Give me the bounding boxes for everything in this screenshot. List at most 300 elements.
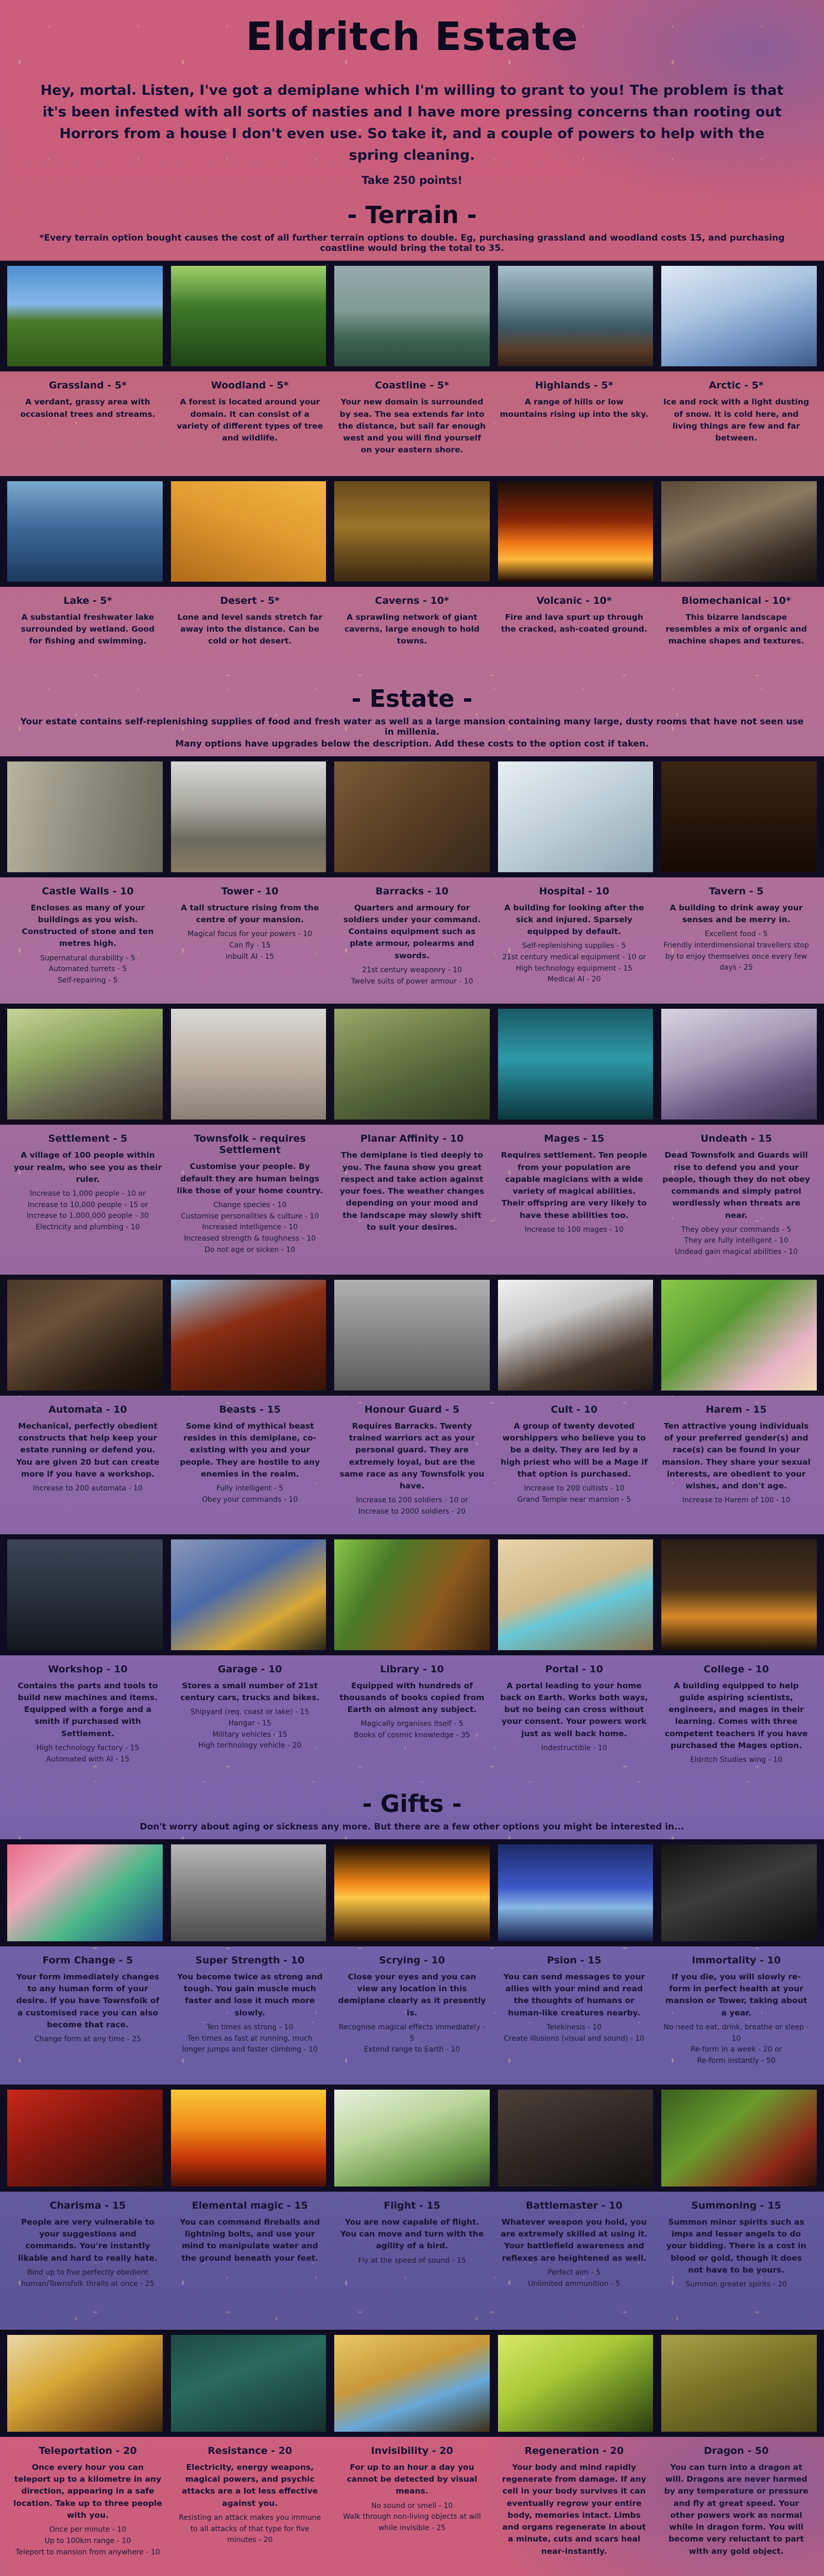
upgrade-line[interactable]: Excellent food - 5: [705, 930, 768, 939]
castle-walls-10-image[interactable]: [7, 761, 163, 872]
highlands-5-image[interactable]: [498, 266, 654, 366]
option-upgrades: [13, 1189, 162, 1233]
option-title: Garage - 10: [217, 1663, 282, 1675]
option-description: Quarters and armoury for soldiers under your command. Contains equipment such as plate armour, polearms and swords.: [343, 903, 481, 960]
coastline-5-image[interactable]: [334, 266, 490, 366]
option-card[interactable]: [176, 595, 324, 661]
option-card[interactable]: [13, 380, 162, 459]
option-card[interactable]: [500, 1404, 648, 1518]
option-card[interactable]: [176, 1404, 324, 1518]
option-card[interactable]: [338, 1133, 487, 1258]
section-gifts: [0, 1790, 824, 2576]
option-title: Resistance - 20: [208, 2445, 293, 2456]
option-card[interactable]: [176, 2200, 324, 2313]
section-terrain: [0, 201, 824, 670]
section-notes: [0, 1822, 824, 1832]
upgrade-line[interactable]: Shipyard (req. coast or lake) - 15: [191, 1708, 310, 1717]
immortality-10-image[interactable]: [661, 1844, 817, 1941]
desert-5-image[interactable]: [171, 481, 327, 582]
upgrade-line[interactable]: Extend range to Earth - 10: [364, 2045, 460, 2054]
option-card[interactable]: [662, 2200, 811, 2313]
upgrade-line[interactable]: Inbuilt AI - 15: [226, 952, 274, 961]
option-description: A building to drink away your senses and be merry in.: [670, 903, 803, 924]
upgrade-line[interactable]: Customise personalities & culture - 10: [181, 1212, 319, 1221]
upgrade-line[interactable]: Fully intelligent - 5: [216, 1484, 284, 1493]
option-card[interactable]: [500, 2200, 648, 2313]
option-title: Tavern - 5: [709, 885, 764, 897]
upgrade-line[interactable]: High technology equipment - 15: [516, 964, 632, 973]
option-description: A portal leading to your home back on Earth. Works both ways, but no being can cross without your consent. Your powers work just as well back home.: [500, 1681, 648, 1738]
option-description: Once every hour you can teleport up to a kilometre in any direction, appearing in a safe location. Take up to three people with you.: [13, 2462, 162, 2520]
option-upgrades: [662, 929, 811, 974]
upgrade-line[interactable]: Increase to 1,000 people - 10 or: [30, 1190, 146, 1198]
upgrade-line[interactable]: High technology vehicle - 20: [198, 1741, 302, 1750]
upgrade-line[interactable]: Medical AI - 20: [547, 975, 601, 984]
option-description: A forest is located around your domain. It can consist of a variety of different types of tree and wildlife.: [177, 397, 323, 443]
upgrade-line[interactable]: Re-form in a week - 20 or: [690, 2045, 782, 2054]
upgrade-line[interactable]: Increase to 200 cultists - 10: [524, 1484, 625, 1493]
section-note: *Every terrain option bought causes the cost of all further terrain options to double. Eg, purchasing grassland and woodland costs 15, and purchasing coastline would bring the total to 35.: [39, 233, 785, 254]
section-title-estate: - Estate -: [351, 684, 473, 713]
upgrade-line[interactable]: Books of cosmic knowledge - 35: [354, 1731, 470, 1740]
upgrade-line[interactable]: Teleport to mansion from anywhere - 10: [15, 2548, 160, 2556]
beasts-15-image[interactable]: [171, 1280, 327, 1391]
grassland-5-image[interactable]: [7, 266, 163, 366]
option-title: Castle Walls - 10: [42, 885, 134, 897]
option-card[interactable]: [338, 1664, 487, 1766]
section-note: Many options have upgrades below the description. Add these costs to the option cost if taken.: [175, 738, 649, 749]
upgrade-line[interactable]: Do not age or sicken - 10: [204, 1245, 296, 1254]
option-upgrades: [338, 2501, 487, 2534]
option-text-row: [0, 1655, 824, 1775]
image-row: [0, 476, 824, 587]
lake-5-image[interactable]: [7, 481, 163, 582]
upgrade-line[interactable]: Self-repairing - 5: [58, 976, 118, 985]
option-card[interactable]: [13, 1133, 162, 1258]
automata-10-image[interactable]: [7, 1280, 163, 1391]
flight-15-image[interactable]: [334, 2090, 490, 2187]
option-description: Your form immediately changes to any human form of your desire. If you have Townsfolk of a customised race you can also become that race.: [16, 1972, 160, 2029]
upgrade-line[interactable]: Change form at any time - 25: [34, 2035, 142, 2044]
library-10-image[interactable]: [334, 1539, 490, 1650]
option-description: Stores a small number of 21st century cars, trucks and bikes.: [180, 1681, 320, 1702]
section-notes: [0, 717, 824, 749]
option-upgrades: [662, 2022, 811, 2067]
option-card[interactable]: [662, 1664, 811, 1766]
option-card[interactable]: [13, 595, 162, 661]
garage-10-image[interactable]: [171, 1539, 327, 1650]
option-card[interactable]: [13, 1664, 162, 1766]
option-card[interactable]: [176, 886, 324, 988]
option-card[interactable]: [13, 1404, 162, 1518]
option-upgrades: [176, 1483, 324, 1505]
resistance-20-image[interactable]: [171, 2335, 327, 2432]
page-title: Eldritch Estate: [246, 13, 578, 59]
upgrade-line[interactable]: They obey your commands - 5: [681, 1225, 792, 1234]
dragon-50-image[interactable]: [661, 2335, 817, 2432]
upgrade-line[interactable]: Ten times as fast at running, much longer jumps and faster climbing - 10: [182, 2034, 318, 2054]
upgrade-line[interactable]: Ten times as strong - 10: [207, 2023, 294, 2031]
option-upgrades: [500, 1743, 648, 1754]
option-title: Arctic - 5*: [709, 380, 764, 392]
option-card[interactable]: [662, 1955, 811, 2068]
upgrade-line[interactable]: Magically organises itself - 5: [360, 1720, 464, 1728]
upgrade-line[interactable]: Magical focus for your powers - 10: [187, 930, 313, 939]
image-row: [0, 261, 824, 371]
option-description: You can command fireballs and lightning bolts, and use your mind to manipulate water and the ground beneath your feet.: [180, 2217, 320, 2263]
image-row: [0, 1275, 824, 1396]
option-description: A building equipped to help guide aspiring scientists, engineers, and mages in their learning. Comes with three competent teachers if you have purchased the Mages option.: [664, 1681, 808, 1750]
option-upgrades: [13, 2267, 162, 2290]
option-description: Whatever weapon you hold, you are extremely skilled at using it. Your battlefield awareness and reflexes are heightened as well.: [501, 2217, 648, 2263]
option-description: If you die, you will slowly re-form in perfect health at your mansion or Tower, taking about a year.: [665, 1972, 808, 2018]
upgrade-line[interactable]: Increased intelligence - 10: [202, 1223, 298, 1232]
option-title: Automata - 10: [48, 1403, 127, 1415]
option-upgrades: [13, 953, 162, 987]
upgrade-line[interactable]: Friendly interdimensional travellers stop by to enjoy themselves once every few days - 25: [663, 941, 809, 972]
option-card[interactable]: [662, 1404, 811, 1518]
option-description: Close your eyes and you can view any location in this demiplane clearly as it presently is.: [338, 1972, 486, 2018]
option-title: Biomechanical - 10*: [681, 595, 791, 606]
option-description: Some kind of mythical beast resides in this demiplane, co-existing with you and your people. They are hostile to any enemies in the realm.: [180, 1421, 320, 1479]
option-upgrades: [662, 1495, 811, 1506]
option-title: Battlemaster - 10: [525, 2199, 623, 2211]
option-title: Super Strength - 10: [195, 1954, 305, 1966]
workshop-10-image[interactable]: [7, 1539, 163, 1650]
option-card[interactable]: [13, 2445, 162, 2561]
option-text-row: [0, 877, 824, 997]
option-card[interactable]: [176, 380, 324, 459]
option-upgrades: [13, 1483, 162, 1495]
portal-10-image[interactable]: [498, 1539, 654, 1650]
image-row: [0, 2084, 824, 2192]
option-description: Requires settlement. Ten people from your population are capable magicians with a wide variety of magical abilities. Their offspring are very likely to have these abilities too.: [501, 1150, 647, 1220]
section-estate: [0, 685, 824, 1775]
upgrade-line[interactable]: Unlimited ammunition - 5: [528, 2279, 621, 2288]
option-title: Volcanic - 10*: [536, 595, 612, 606]
tavern-5-image[interactable]: [661, 761, 817, 872]
option-title: Highlands - 5*: [535, 380, 613, 392]
upgrade-line[interactable]: Obey your commands - 10: [202, 1495, 298, 1504]
option-title: Summoning - 15: [691, 2199, 781, 2211]
option-title: Charisma - 15: [49, 2199, 126, 2211]
option-title: Immortality - 10: [692, 1954, 781, 1966]
elemental-magic-15-image[interactable]: [171, 2090, 327, 2187]
option-title: Lake - 5*: [63, 595, 112, 606]
option-description: A sprawling network of giant caverns, large enough to hold towns.: [344, 612, 480, 646]
option-title: Planar Affinity - 10: [360, 1133, 464, 1145]
option-card[interactable]: [176, 1955, 324, 2068]
upgrade-line[interactable]: Grand Temple near mansion - 5: [517, 1495, 631, 1504]
upgrade-line[interactable]: Increase to Harem of 100 - 10: [682, 1496, 791, 1505]
upgrade-line[interactable]: Increase to 10,000 people - 15 or: [27, 1200, 148, 1209]
undeath-15-image[interactable]: [661, 1009, 817, 1120]
upgrade-line[interactable]: Re-form instantly - 50: [697, 2056, 776, 2065]
option-upgrades: [176, 1707, 324, 1752]
option-upgrades: [662, 1755, 811, 1766]
option-card[interactable]: [500, 2445, 648, 2561]
option-title: Dragon - 50: [703, 2445, 769, 2456]
option-title: Settlement - 5: [48, 1133, 128, 1145]
option-description: Ice and rock with a light dusting of snow. It is cold here, and living things are few and far between.: [663, 397, 810, 443]
option-description: Summon minor spirits such as imps and lesser angels to do your bidding. There is a cost in blood or gold, though it does not have to be yours.: [666, 2217, 806, 2275]
upgrade-line[interactable]: Increase to 1,000,000 people - 30: [26, 1212, 149, 1221]
regeneration-20-image[interactable]: [498, 2335, 654, 2432]
option-description: You can send messages to your allies with your mind and read the thoughts of humans or human-like creatures nearby.: [503, 1972, 645, 2018]
upgrade-line[interactable]: Perfect aim - 5: [547, 2268, 601, 2277]
upgrade-line[interactable]: Once per minute - 10: [49, 2526, 127, 2534]
upgrade-line[interactable]: Change species - 10: [213, 1201, 287, 1209]
upgrade-line[interactable]: High technology factory - 15: [36, 1743, 140, 1752]
option-upgrades: [500, 941, 648, 986]
upgrade-line[interactable]: Automated turrets - 5: [48, 965, 127, 974]
option-text-row: [0, 2192, 824, 2323]
option-text-row: [0, 2437, 824, 2570]
upgrade-line[interactable]: Automated with AI - 15: [46, 1755, 130, 1764]
option-upgrades: [13, 1743, 162, 1765]
upgrade-line[interactable]: No sound or smell - 10: [371, 2501, 453, 2510]
upgrade-line[interactable]: 21st century medical equipment - 10 or: [502, 953, 646, 962]
option-card[interactable]: [338, 1404, 487, 1518]
option-title: Portal - 10: [545, 1663, 603, 1675]
scrying-10-image[interactable]: [334, 1844, 490, 1941]
tower-10-image[interactable]: [171, 761, 327, 872]
option-description: Your new domain is surrounded by sea. The sea extends far into the distance, but sail far enough west and you will find yourself on your eastern shore.: [338, 397, 486, 455]
section-title-gifts: - Gifts -: [362, 1789, 462, 1818]
cult-10-image[interactable]: [498, 1280, 654, 1391]
option-description: A substantial freshwater lake surrounded by wetland. Good for fishing and swimming.: [21, 612, 155, 646]
barracks-10-image[interactable]: [334, 761, 490, 872]
option-title: Desert - 5*: [220, 595, 280, 606]
option-description: A verdant, grassy area with occasional trees and streams.: [20, 397, 156, 419]
option-title: Undeath - 15: [700, 1133, 772, 1145]
honour-guard-5-image[interactable]: [334, 1280, 490, 1391]
option-upgrades: [13, 2524, 162, 2558]
option-title: Elemental magic - 15: [192, 2199, 308, 2211]
option-card[interactable]: [662, 380, 811, 459]
upgrade-line[interactable]: Telekinesis - 10: [546, 2023, 602, 2031]
image-row: [0, 1004, 824, 1125]
option-description: People are very vulnerable to your suggestions and commands. You're instantly likable and hard to really hate.: [18, 2217, 158, 2263]
townsfolk-requires-settlement-image[interactable]: [171, 1009, 327, 1120]
option-description: A tall structure rising from the centre of your mansion.: [181, 903, 319, 924]
option-upgrades: [338, 1495, 487, 1517]
option-title: Psion - 15: [547, 1954, 602, 1966]
option-card[interactable]: [500, 595, 648, 661]
option-text-row: [0, 1396, 824, 1527]
option-upgrades: [338, 2256, 487, 2267]
option-card[interactable]: [500, 380, 648, 459]
option-description: A group of twenty devoted worshippers who believe you to be a deity. They are led by a high priest who will be a Mage if that option is purchased.: [501, 1421, 648, 1479]
option-card[interactable]: [13, 886, 162, 988]
option-card[interactable]: [500, 1955, 648, 2068]
option-description: For up to an hour a day you cannot be detected by visual means.: [347, 2462, 477, 2496]
points-budget: Take 250 points!: [362, 174, 462, 187]
planar-affinity-10-image[interactable]: [334, 1009, 490, 1120]
hospital-10-image[interactable]: [498, 761, 654, 872]
option-description: Equipped with hundreds of thousands of books copied from Earth on almost any subject.: [339, 1681, 485, 1715]
option-card[interactable]: [176, 1664, 324, 1766]
option-title: Library - 10: [380, 1663, 444, 1675]
option-title: Tower - 10: [221, 885, 279, 897]
option-description: A village of 100 people within your realm, who see you as their ruler.: [13, 1150, 162, 1184]
option-title: Flight - 15: [384, 2199, 440, 2211]
section-note: Don't worry about aging or sickness any more. But there are a few other options you might be interested in...: [140, 1821, 684, 1832]
option-upgrades: [662, 2279, 811, 2291]
option-upgrades: [338, 965, 487, 987]
option-title: Woodland - 5*: [211, 380, 289, 392]
option-title: Scrying - 10: [379, 1954, 445, 1966]
upgrade-line[interactable]: Increase to 2000 soldiers - 20: [358, 1507, 466, 1516]
upgrade-line[interactable]: Electricity and plumbing - 10: [36, 1223, 140, 1232]
option-description: You can turn into a dragon at will. Dragons are never harmed by any temperature or pressure and fly at great speed. Your other powers work as normal while in dragon form. You will become very reluctant to part with any gold object.: [664, 2462, 809, 2556]
upgrade-line[interactable]: Twelve suits of power armour - 10: [351, 977, 473, 986]
option-card[interactable]: [662, 595, 811, 661]
option-text-row: [0, 371, 824, 468]
upgrade-line[interactable]: Increase to 200 soldiers - 10 or: [355, 1496, 469, 1505]
option-card[interactable]: [500, 1664, 648, 1766]
battlemaster-10-image[interactable]: [498, 2090, 654, 2187]
option-card[interactable]: [338, 380, 487, 459]
option-description: Contains the parts and tools to build new machines and items. Equipped with a forge and a smith if purchased with Settlement.: [18, 1681, 158, 1738]
woodland-5-image[interactable]: [171, 266, 327, 366]
intro-text: Hey, mortal. Listen, I've got a demiplane which I'm willing to grant to you! The problem is that it's been infested with all sorts of nasties and I have more pressing concerns than rooting out Horrors from a house I don't even use. So take it, and a couple of powers to help with the spring cleaning.: [40, 82, 784, 163]
upgrade-line[interactable]: Increased strength & toughness - 10: [184, 1234, 316, 1243]
upgrade-line[interactable]: Indestructible - 10: [541, 1743, 607, 1752]
upgrade-line[interactable]: Up to 100km range - 10: [44, 2536, 131, 2545]
option-card[interactable]: [176, 1133, 324, 1258]
option-card[interactable]: [662, 2445, 811, 2561]
option-upgrades: [338, 1719, 487, 1741]
charisma-15-image[interactable]: [7, 2090, 163, 2187]
upgrade-line[interactable]: Self-replenishing supplies - 5: [522, 942, 626, 951]
option-description: Your body and mind rapidly regenerate from damage. If any cell in your body survives it can eventually regrow your entire body, memories intact. Limbs and organs regenerate in about a minute, cuts and scars heal near-instantly.: [502, 2462, 646, 2556]
settlement-5-image[interactable]: [7, 1009, 163, 1120]
option-title: College - 10: [703, 1663, 769, 1675]
super-strength-10-image[interactable]: [171, 1844, 327, 1941]
option-description: A range of hills or low mountains rising up into the sky.: [500, 397, 649, 419]
option-upgrades: [176, 929, 324, 962]
form-change-5-image[interactable]: [7, 1844, 163, 1941]
option-title: Workshop - 10: [48, 1663, 128, 1675]
option-description: This bizarre landscape resembles a mix of organic and machine shapes and textures.: [665, 612, 807, 646]
option-title: Townsfolk - requires Settlement: [194, 1133, 306, 1156]
upgrade-line[interactable]: Create illusions (visual and sound) - 10: [504, 2034, 645, 2043]
option-upgrades: [176, 2513, 324, 2546]
psion-15-image[interactable]: [498, 1844, 654, 1941]
option-title: Grassland - 5*: [48, 380, 127, 392]
volcanic-10-image[interactable]: [498, 481, 654, 582]
option-card[interactable]: [500, 886, 648, 988]
option-card[interactable]: [176, 2445, 324, 2561]
upgrade-line[interactable]: Summon greater spirits - 20: [685, 2280, 787, 2289]
upgrade-line[interactable]: No need to eat, drink, breathe or sleep - 10: [663, 2023, 809, 2043]
option-title: Regeneration - 20: [524, 2445, 624, 2456]
option-description: Customise your people. By default they are human beings like those of your home country.: [177, 1162, 323, 1195]
option-title: Coastline - 5*: [375, 380, 449, 392]
upgrade-line[interactable]: Can fly - 15: [229, 941, 271, 950]
option-title: Teleportation - 20: [39, 2445, 137, 2456]
upgrade-line[interactable]: Fly at the speed of sound - 15: [358, 2256, 466, 2265]
option-title: Form Change - 5: [42, 1954, 133, 1966]
arctic-5-image[interactable]: [661, 266, 817, 366]
upgrade-line[interactable]: They are fully intelligent - 10: [684, 1236, 788, 1245]
option-upgrades: [662, 1225, 811, 1258]
option-upgrades: [500, 1225, 648, 1236]
option-description: Electricity, energy weapons, magical powers, and psychic attacks are a lot less effective against you.: [182, 2462, 318, 2508]
option-upgrades: [500, 1483, 648, 1505]
upgrade-line[interactable]: Walk through non-living objects at will while invisible - 25: [343, 2513, 481, 2532]
option-card[interactable]: [662, 1133, 811, 1258]
upgrade-line[interactable]: Hangar - 15: [228, 1719, 271, 1727]
option-text-row: [0, 587, 824, 670]
option-description: You become twice as strong and tough. You gain muscle much faster and lose it much more slowly.: [177, 1972, 323, 2018]
mages-15-image[interactable]: [498, 1009, 654, 1120]
upgrade-line[interactable]: Eldritch Studies wing - 10: [690, 1756, 783, 1765]
option-upgrades: [338, 2022, 487, 2056]
section-note: Your estate contains self-replenishing supplies of food and fresh water as well as a large mansion containing many large, dusty rooms that have not seen use in millenia.: [20, 716, 804, 737]
option-upgrades: [500, 2267, 648, 2290]
harem-15-image[interactable]: [661, 1280, 817, 1391]
caverns-10-image[interactable]: [334, 481, 490, 582]
option-title: Honour Guard - 5: [364, 1403, 460, 1415]
option-title: Mages - 15: [544, 1133, 605, 1145]
upgrade-line[interactable]: 21st century weaponry - 10: [362, 965, 462, 974]
option-card[interactable]: [13, 2200, 162, 2313]
cyoa-page: [0, 13, 824, 2576]
option-title: Harem - 15: [706, 1403, 767, 1415]
image-row: [0, 1839, 824, 1946]
option-description: The demiplane is tied deeply to you. The fauna show you great respect and take action against your foes. The weather changes depending on your mood and the landscape may slowly shift to suit your desires.: [339, 1150, 485, 1232]
option-card[interactable]: [338, 1955, 487, 2068]
option-card[interactable]: [338, 886, 487, 988]
section-title-terrain: - Terrain -: [347, 201, 477, 229]
option-title: Hospital - 10: [539, 885, 609, 897]
option-upgrades: [500, 2022, 648, 2044]
option-card[interactable]: [338, 2445, 487, 2561]
option-description: Requires Barracks. Twenty trained warriors act as your personal guard. They are extremely loyal, but are the same race as any Townsfolk you have.: [339, 1421, 485, 1491]
biomechanical-10-image[interactable]: [661, 481, 817, 582]
option-title: Barracks - 10: [375, 885, 449, 897]
option-description: Ten attractive young individuals of your preferred gender(s) and race(s) can be found in your mansion. They share your sexual interests, are obedient to your wishes, and don't age.: [662, 1421, 811, 1491]
image-row: [0, 2330, 824, 2437]
upgrade-line[interactable]: Military vehicles - 15: [212, 1730, 287, 1739]
option-upgrades: [13, 2034, 162, 2045]
option-description: Encloses as many of your buildings as you wish. Constructed of stone and ten metres high.: [22, 903, 154, 948]
image-row: [0, 756, 824, 877]
option-description: Lone and level sands stretch far away into the distance. Can be cold or hot desert.: [177, 612, 323, 646]
option-description: Mechanical, perfectly obedient constructs that help keep your estate running or defend you. You are given 20 but can create more if you have a workshop.: [16, 1421, 160, 1479]
option-card[interactable]: [338, 595, 487, 661]
option-card[interactable]: [338, 2200, 487, 2313]
option-card[interactable]: [500, 1133, 648, 1258]
invisibility-20-image[interactable]: [334, 2335, 490, 2432]
upgrade-line[interactable]: Supernatural durability - 5: [40, 954, 135, 962]
summoning-15-image[interactable]: [661, 2090, 817, 2187]
upgrade-line[interactable]: Undead gain magical abilities - 10: [675, 1248, 798, 1257]
option-card[interactable]: [13, 1955, 162, 2068]
upgrade-line[interactable]: Bind up to five perfectly obedient human/Townsfolk thralls at once - 25: [21, 2268, 154, 2288]
upgrade-line[interactable]: Resisting an attack makes you immune to all attacks of that type for five minutes - 20: [179, 2513, 321, 2545]
option-title: Caverns - 10*: [375, 595, 449, 606]
upgrade-line[interactable]: Recognise magical effects immediately - 5: [338, 2023, 486, 2043]
upgrade-line[interactable]: Increase to 200 automata - 10: [32, 1484, 143, 1493]
college-10-image[interactable]: [661, 1539, 817, 1650]
teleportation-20-image[interactable]: [7, 2335, 163, 2432]
option-description: A building for looking after the sick and injured. Sparsely equipped by default.: [504, 903, 644, 937]
option-card[interactable]: [662, 886, 811, 988]
upgrade-line[interactable]: Increase to 100 mages - 10: [524, 1225, 624, 1234]
